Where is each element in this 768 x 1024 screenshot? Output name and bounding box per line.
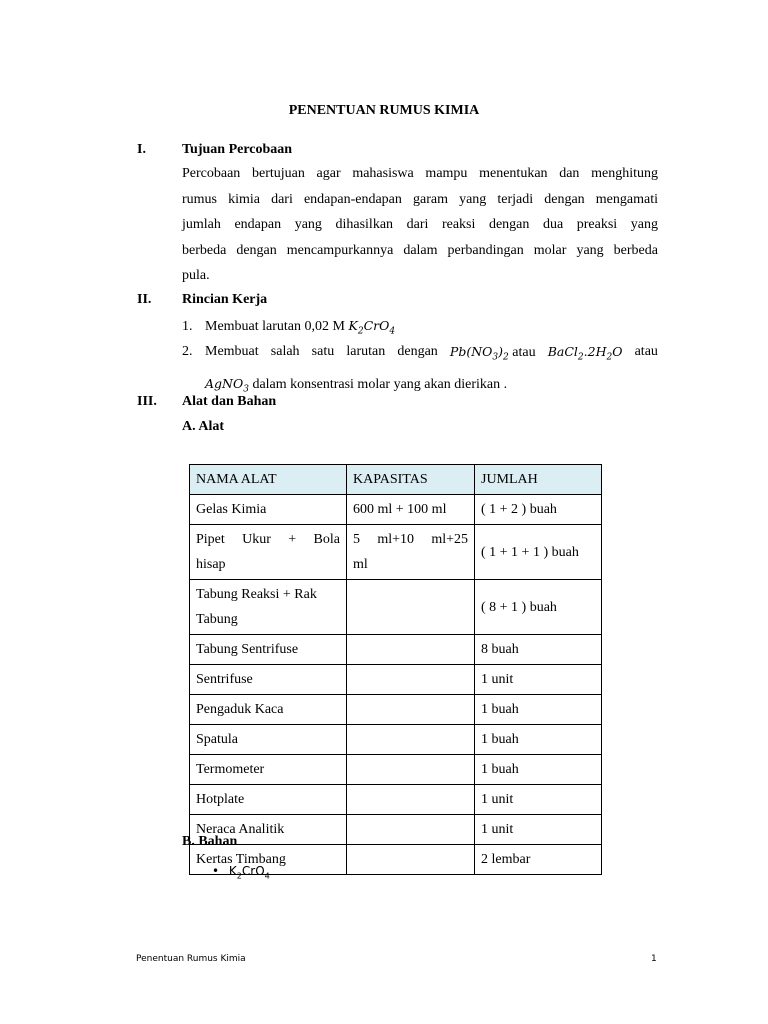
cell-jumlah: 1 unit bbox=[475, 665, 602, 695]
cell-name: Spatula bbox=[190, 725, 347, 755]
item-text: Membuat larutan 0,02 M bbox=[205, 319, 345, 334]
table-row bbox=[190, 580, 602, 635]
cell-kapasitas bbox=[347, 580, 475, 635]
paragraph-line: rumus kimia dari endapan-endapan garam yang terjadi dengan mengamati bbox=[182, 191, 658, 207]
cell-name: Neraca Analitik bbox=[190, 815, 347, 845]
formula-pbno32: $Pb(NO_3)_2$ bbox=[449, 344, 509, 363]
cell-jumlah: 1 unit bbox=[475, 815, 602, 845]
cell-name: Gelas Kimia bbox=[190, 495, 347, 525]
cell-kapasitas bbox=[347, 635, 475, 665]
work-item-2 bbox=[182, 339, 658, 402]
cell-jumlah: 2 lembar bbox=[475, 845, 602, 875]
table-row bbox=[190, 495, 602, 525]
formula-bacl2: $BaCl_2.2H_2O$ bbox=[547, 344, 623, 363]
table-row bbox=[190, 725, 602, 755]
cell-kapasitas bbox=[347, 755, 475, 785]
item-word: Membuat bbox=[205, 344, 259, 359]
table-row bbox=[190, 635, 602, 665]
paragraph-line: pula. bbox=[182, 268, 210, 283]
cell-jumlah: ( 1 + 2 ) buah bbox=[475, 495, 602, 525]
cell-name: Hotplate bbox=[190, 785, 347, 815]
cell-jumlah: ( 1 + 1 + 1 ) buah bbox=[475, 525, 602, 580]
cell-jumlah: ( 8 + 1 ) buah bbox=[475, 580, 602, 635]
cell-kapasitas bbox=[347, 665, 475, 695]
subheading-alat: A. Alat bbox=[182, 419, 224, 434]
item-word: atau bbox=[512, 345, 536, 360]
table-header-row bbox=[190, 465, 602, 495]
table-row bbox=[190, 755, 602, 785]
item-word: dengan bbox=[397, 344, 438, 359]
table-row bbox=[190, 525, 602, 580]
formula-agno3: AgNO$_3$ bbox=[205, 375, 249, 394]
equipment-table bbox=[189, 464, 602, 875]
section-2-heading: Rincian Kerja bbox=[182, 292, 268, 307]
cell-kapasitas bbox=[347, 695, 475, 725]
item-word: salah bbox=[270, 344, 300, 359]
paragraph-line: jumlah endapan yang dihasilkan dari reaksi dengan dua preaksi yang bbox=[182, 217, 658, 232]
table-row bbox=[190, 785, 602, 815]
table-row bbox=[190, 815, 602, 845]
item-text-line-2: dalam konsentrasi molar yang akan dierikan . bbox=[252, 376, 508, 392]
page-number: 1 bbox=[651, 954, 657, 964]
item-number: 2. bbox=[182, 344, 193, 359]
bahan-formula: $K_2CrO_4$ bbox=[228, 864, 270, 881]
column-header: JUMLAH bbox=[475, 465, 602, 495]
cell-name: Termometer bbox=[190, 755, 347, 785]
bullet-icon: • bbox=[212, 864, 220, 878]
paragraph-line: berbeda dengan mencampurkannya dalam perbandingan molar yang berbeda bbox=[182, 242, 658, 258]
table-row bbox=[190, 695, 602, 725]
paragraph-line: Percobaan bertujuan agar mahasiswa mampu menentukan dan menghitung bbox=[182, 166, 658, 181]
page-title: PENENTUAN RUMUS KIMIA bbox=[288, 103, 480, 118]
cell-jumlah: 1 buah bbox=[475, 725, 602, 755]
item-word: atau bbox=[634, 344, 658, 359]
subheading-bahan: B. Bahan bbox=[182, 834, 238, 849]
section-1-heading: Tujuan Percobaan bbox=[182, 142, 293, 157]
section-3-heading: Alat dan Bahan bbox=[182, 394, 277, 409]
footer-title: Penentuan Rumus Kimia bbox=[136, 954, 246, 964]
cell-name: Kertas Timbang bbox=[190, 845, 347, 875]
cell-kapasitas: 600 ml + 100 ml bbox=[347, 495, 475, 525]
cell-jumlah: 1 unit bbox=[475, 785, 602, 815]
cell-jumlah: 1 buah bbox=[475, 755, 602, 785]
cell-name: Pipet Ukur + Bola hisap bbox=[190, 525, 347, 580]
cell-name: Tabung Sentrifuse bbox=[190, 635, 347, 665]
cell-kapasitas bbox=[347, 725, 475, 755]
cell-kapasitas: 5 ml+10 ml+25 ml bbox=[347, 525, 475, 580]
item-word: larutan bbox=[346, 344, 386, 359]
cell-kapasitas bbox=[347, 785, 475, 815]
item-word: satu bbox=[311, 344, 335, 359]
section-1-paragraph bbox=[182, 161, 658, 289]
section-2-number: II. bbox=[137, 292, 152, 307]
cell-name: Sentrifuse bbox=[190, 665, 347, 695]
cell-kapasitas bbox=[347, 845, 475, 875]
column-header: KAPASITAS bbox=[347, 465, 475, 495]
item-number: 1. bbox=[182, 319, 193, 334]
column-header: NAMA ALAT bbox=[190, 465, 347, 495]
table-row bbox=[190, 665, 602, 695]
cell-jumlah: 1 buah bbox=[475, 695, 602, 725]
section-1-number: I. bbox=[137, 142, 146, 157]
cell-jumlah: 8 buah bbox=[475, 635, 602, 665]
section-3-number: III. bbox=[137, 394, 157, 409]
cell-name: Pengaduk Kaca bbox=[190, 695, 347, 725]
cell-kapasitas bbox=[347, 815, 475, 845]
formula-k2cro4: $K_2CrO_4$ bbox=[348, 318, 396, 337]
bahan-list-item bbox=[212, 864, 270, 880]
cell-name: Tabung Reaksi + Rak Tabung bbox=[190, 580, 347, 635]
